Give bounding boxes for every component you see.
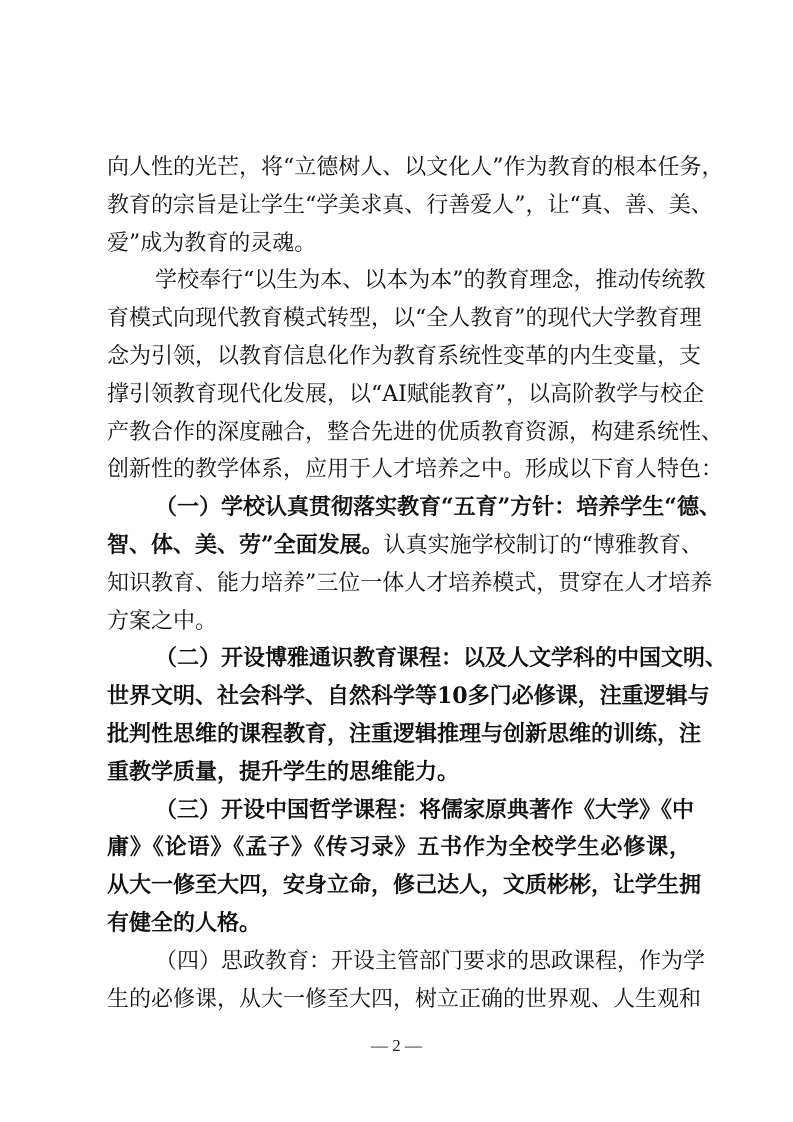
text-line: 爱”成为教育的灵魂。 bbox=[107, 230, 317, 256]
text-line: 有健全的人格。 bbox=[107, 909, 262, 936]
text-line: 教育的宗旨是让学生“学美求真、行善爱人”，让“真、善、美、 bbox=[107, 192, 713, 218]
text-line: 撑引领教育现代化发展，以“AI赋能教育”，以高阶教学与校企 bbox=[107, 381, 705, 407]
text-line: 方案之中。 bbox=[107, 608, 218, 634]
text-line: 批判性思维的课程教育，注重逻辑推理与创新思维的训练，注 bbox=[107, 720, 702, 747]
text-span: 认真实施学校制订的“博雅教育、 bbox=[383, 532, 703, 558]
section-heading-1: （一）学校认真贯彻落实教育“五育”方针：培养学生“德、 bbox=[155, 494, 721, 521]
section-heading-4: （四）思政教育：开设主管部门要求的思政课程，作为学 bbox=[155, 948, 706, 974]
page-number: — 2 — bbox=[371, 1036, 422, 1055]
text-line: 生的必修课，从大一修至大四，树立正确的世界观、人生观和 bbox=[107, 986, 702, 1012]
text-line: 庸》《论语》《孟子》《传习录》五书作为全校学生必修课， bbox=[107, 834, 691, 861]
text-line: 念为引领，以教育信息化作为教育系统性变革的内生变量，支 bbox=[107, 343, 702, 369]
text-line: 知识教育、能力培养”三位一体人才培养模式，贯穿在人才培养 bbox=[107, 570, 713, 596]
section-heading-3: （三）开设中国哲学课程：将儒家原典著作《大学》《中 bbox=[155, 796, 695, 823]
text-line: 向人性的光芒，将“立德树人、以文化人”作为教育的根本任务， bbox=[107, 155, 724, 180]
section-heading-1-cont: 智、体、美、劳”全面发展。 bbox=[107, 531, 384, 558]
text-line: 从大一修至大四，安身立命，修己达人，文质彬彬，让学生拥 bbox=[107, 872, 702, 899]
text-line bbox=[107, 527, 703, 565]
text-line: 重教学质量，提升学生的思维能力。 bbox=[107, 758, 460, 785]
section-heading-2: （二）开设博雅通识教育课程：以及人文学科的中国文明、 bbox=[155, 645, 728, 672]
paragraph-start: 学校奉行“以生为本、以本为本”的教育理念，推动传统教 bbox=[155, 268, 706, 294]
text-line: 创新性的教学体系，应用于人才培养之中。形成以下育人特色： bbox=[107, 457, 724, 483]
text-line: 世界文明、社会科学、自然科学等10多门必修课，注重逻辑与 bbox=[107, 683, 710, 710]
text-line: 育模式向现代教育模式转型，以“全人教育”的现代大学教育理 bbox=[107, 306, 702, 332]
body-text bbox=[107, 149, 728, 1018]
text-line: 产教合作的深度融合，整合先进的优质教育资源，构建系统性、 bbox=[107, 419, 724, 445]
